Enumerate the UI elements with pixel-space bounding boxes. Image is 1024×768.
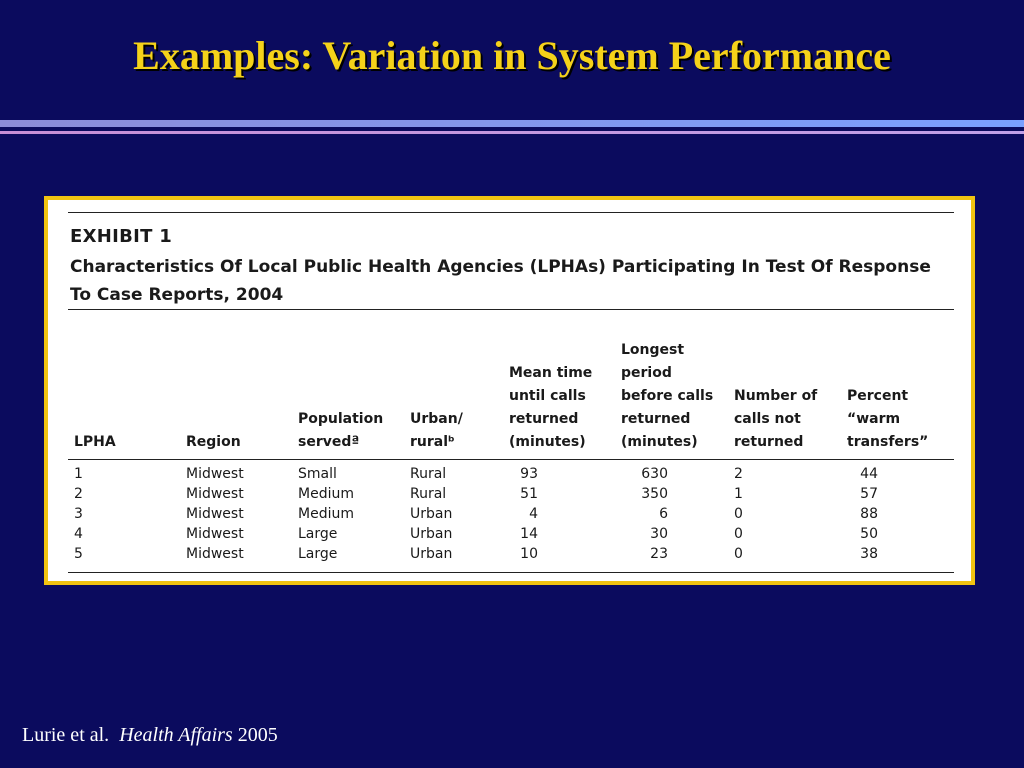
column-header-lpha: LPHA	[74, 434, 116, 450]
cell-lpha: 2	[74, 486, 83, 502]
column-header-mean-time: Mean time until calls returned (minutes)	[509, 365, 593, 450]
cell-lpha: 1	[74, 466, 83, 482]
cell-calls-not-returned: 0	[734, 546, 743, 562]
citation-year: 2005	[237, 724, 278, 746]
cell-urban-rural: Urban	[410, 526, 453, 542]
cell-warm-transfers: 38	[860, 546, 878, 562]
cell-warm-transfers: 44	[860, 466, 878, 482]
cell-population: Small	[298, 466, 337, 482]
cell-region: Midwest	[186, 486, 244, 502]
citation-authors: Lurie et al.	[22, 724, 110, 746]
table-row	[68, 524, 954, 544]
column-header-calls-not-returned: Number of calls not returned	[734, 388, 818, 450]
table-row	[68, 544, 954, 564]
cell-population: Large	[298, 546, 338, 562]
column-header-region: Region	[186, 434, 241, 450]
cell-urban-rural: Rural	[410, 466, 447, 482]
cell-lpha: 4	[74, 526, 83, 542]
cell-mean-time: 51	[520, 486, 538, 502]
cell-longest-period: 6	[659, 506, 668, 522]
cell-longest-period: 350	[641, 486, 668, 502]
exhibit-label: EXHIBIT 1	[70, 226, 173, 247]
table-rule-caption	[68, 309, 954, 310]
cell-population: Medium	[298, 486, 354, 502]
cell-mean-time: 93	[520, 466, 538, 482]
column-header-longest-period: Longest period before calls returned (minutes)	[621, 342, 714, 450]
cell-mean-time: 10	[520, 546, 538, 562]
cell-warm-transfers: 57	[860, 486, 878, 502]
cell-warm-transfers: 50	[860, 526, 878, 542]
cell-region: Midwest	[186, 506, 244, 522]
cell-calls-not-returned: 2	[734, 466, 743, 482]
table-header	[68, 330, 954, 454]
cell-longest-period: 23	[650, 546, 668, 562]
cell-urban-rural: Urban	[410, 506, 453, 522]
cell-longest-period: 30	[650, 526, 668, 542]
cell-calls-not-returned: 1	[734, 486, 743, 502]
cell-urban-rural: Rural	[410, 486, 447, 502]
title-divider-lower	[0, 131, 1024, 134]
exhibit-frame	[44, 196, 975, 585]
citation	[22, 724, 278, 747]
cell-mean-time: 14	[520, 526, 538, 542]
cell-mean-time: 4	[529, 506, 538, 522]
table-rule-top	[68, 212, 954, 213]
cell-calls-not-returned: 0	[734, 526, 743, 542]
table-rule-bottom	[68, 572, 954, 573]
cell-population: Large	[298, 526, 338, 542]
table-row	[68, 464, 954, 484]
cell-lpha: 5	[74, 546, 83, 562]
cell-region: Midwest	[186, 466, 244, 482]
table-row	[68, 484, 954, 504]
cell-lpha: 3	[74, 506, 83, 522]
column-header-population: Population servedª	[298, 411, 384, 450]
cell-region: Midwest	[186, 546, 244, 562]
cell-urban-rural: Urban	[410, 546, 453, 562]
table-row	[68, 504, 954, 524]
cell-population: Medium	[298, 506, 354, 522]
cell-calls-not-returned: 0	[734, 506, 743, 522]
table-rule-header	[68, 459, 954, 460]
column-header-warm-transfers: Percent “warm transfers”	[847, 388, 929, 450]
slide-title: Examples: Variation in System Performance	[133, 33, 891, 78]
citation-journal: Health Affairs	[119, 724, 233, 746]
exhibit-caption: Characteristics Of Local Public Health Agencies (LPHAs) Participating In Test Of Response To Case Reports, 2004	[70, 257, 931, 305]
cell-longest-period: 630	[641, 466, 668, 482]
cell-warm-transfers: 88	[860, 506, 878, 522]
column-header-urban-rural: Urban/ ruralᵇ	[410, 411, 463, 450]
title-divider-upper	[0, 120, 1024, 127]
cell-region: Midwest	[186, 526, 244, 542]
